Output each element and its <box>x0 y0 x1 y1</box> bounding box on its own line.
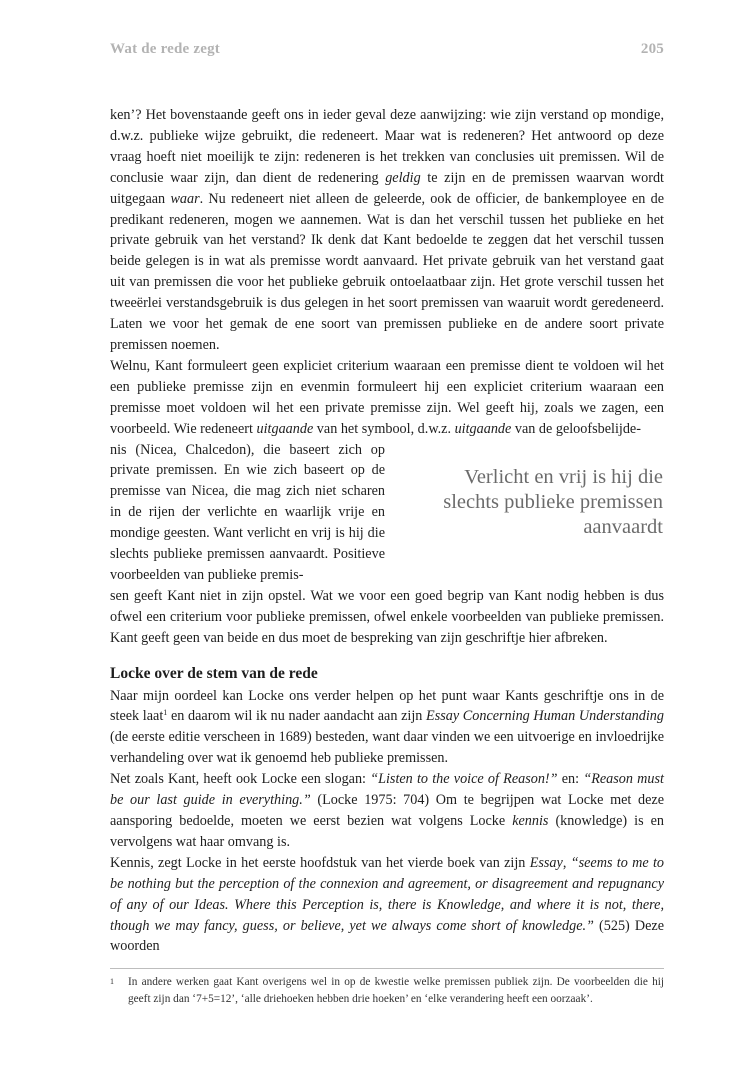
pull-quote: Verlicht en vrij is hij die slechts publieke premissen aanvaardt <box>443 466 663 538</box>
p5-text-b: , <box>562 854 571 871</box>
paragraph-4 <box>110 769 664 853</box>
footnote-ref[interactable]: 1 <box>163 708 168 718</box>
p5-text-a: Kennis, zegt Locke in het eerste hoofdstuk van het vierde boek van zijn <box>110 854 530 871</box>
p1-text-c: . Nu redeneert niet alleen de geleerde, ook de officier, de bankemployee en de predikant redeneren, mogen we aannemen. Wat is dan het verschil tussen het publieke en het private gebruik van het verstand? Ik denk dat Kant bedoelde te zeggen dat het verschil tussen beide gelegen is in wat als premisse wordt aanvaard. Het private gebruik van het verstand gaat uit van premissen die voor het publieke gebruik ontoelaatbaar zijn. Het grote verschil tussen het tweeërlei verstandsgebruik is dus gelegen in het soort premissen van waaruit wordt geredeneerd. Laten we voor het gemak de ene soort van premissen publieke en de andere soort private premissen noemen. <box>110 190 664 353</box>
p5-text-c: (525) Deze woorden <box>110 917 665 955</box>
footnote-number: 1 <box>110 977 114 986</box>
p3-em-title: Essay Concerning Human Understanding <box>426 708 664 725</box>
p3-text-a: Naar mijn oordeel kan Locke ons verder helpen op het punt waar Kants geschriftje ons in de steek laat <box>110 687 664 725</box>
p4-em-kennis: kennis <box>512 813 549 829</box>
p2-text-b: van het symbool, d.w.z. <box>313 420 455 437</box>
footnote <box>110 974 664 1008</box>
p1-text-a: ken’? Het bovenstaande geeft ons in ieder geval deze aanwijzing: wie zijn verstand op mondige, d.w.z. publieke wijze gebruikt, die redeneert. Maar wat is redeneren? Het antwoord op deze vraag hoeft niet moeilijk te zijn: redeneren is het trekken van conclusies uit premissen. Wil de conclusie waar zijn, dan dient de redenering <box>110 107 664 186</box>
paragraph-2-end: sen geeft Kant niet in zijn opstel. Wat we voor een goed begrip van Kant nodig hebben is dus ofwel een criterium voor publieke premissen, ofwel enkele voorbeelden van publieke premissen. Kant geeft geen van beide en dus moet de bespreking van zijn geschriftje hier afbreken. <box>110 587 664 646</box>
p4-text-b: en: <box>557 771 584 788</box>
paragraph-3 <box>110 686 664 770</box>
p2-em-1: uitgaande <box>256 420 314 437</box>
p1-em-waar: waar <box>170 190 200 207</box>
p4-text-c: (Locke 1975: 704) Om te begrijpen wat Locke met deze aansporing bedoelde, moeten we eerst bezien wat volgens Locke <box>110 792 664 829</box>
p4-text-d: (knowledge) is en vervolgens wat haar omvang is. <box>110 813 664 850</box>
paragraph-2-narrow: nis (Nicea, Chalcedon), die baseert zich op private premissen. En wie zich baseert op de premisse van Nicea, die mag zich niet scharen in de rijen der verlichte en waarlijk vrije en mondige geesten. Want verlicht en vrij is hij die slechts publieke premissen aanvaardt. Positieve voorbeelden van publieke premis- <box>110 441 385 583</box>
p3-text-c: (de eerste editie verscheen in 1689) besteden, want daar vinden we een uitvoerige en invloedrijke verhandeling over wat ik genoemd heb publieke premissen. <box>110 729 664 767</box>
running-head-title: Wat de rede zegt <box>110 41 220 57</box>
p4-text-a: Net zoals Kant, heeft ook Locke een slogan: <box>110 771 371 788</box>
section-heading: Locke over de stem van de rede <box>110 664 318 682</box>
footnote-text: In andere werken gaat Kant overigens wel in op de kwestie welke premissen publiek zijn. De voorbeelden die hij geeft zijn dan ‘7+5=12’, ‘alle driehoeken hebben drie hoeken’ en ‘elke verandering heeft een oorzaak’. <box>128 976 664 1005</box>
p5-em-essay: Essay <box>529 854 563 871</box>
paragraph-2-intro <box>110 356 664 440</box>
p1-em-geldig: geldig <box>385 169 421 186</box>
p2-text-c: van de geloofsbelijde- <box>511 420 641 437</box>
p2-text-a: Welnu, Kant formuleert geen expliciet criterium waaraan een premisse dient te voldoen wil het een publieke premisse zijn en evenmin formuleert hij een expliciet criterium waaraan een premisse moet voldoen wil het een private premisse zijn. Wel geeft hij, zoals we zagen, een voorbeeld. Wie redeneert <box>110 357 664 437</box>
p4-quote-2: “Reason must be our last guide in everything.” <box>110 771 664 809</box>
page-number: 205 <box>640 41 664 57</box>
paragraph-1 <box>110 105 664 356</box>
p4-quote-1: “Listen to the voice of Reason!” <box>370 771 558 788</box>
footnote-divider <box>110 968 664 969</box>
p5-quote: “seems to me to be nothing but the perception of the connexion and agreement, or disagreement and repugnancy of any of our Ideas. Where this Perception is, there is Knowledge, and where it is not, there, though we may fancy, guess, or believe, yet we always come short of knowledge.” <box>110 854 665 934</box>
paragraph-5 <box>110 853 664 958</box>
p3-text-b: en daarom wil ik nu nader aandacht aan zijn <box>167 708 427 725</box>
running-head <box>110 41 664 58</box>
p2-em-2: uitgaande <box>454 420 512 437</box>
p1-text-b: te zijn en de premissen waarvan wordt uitgegaan <box>110 169 664 207</box>
